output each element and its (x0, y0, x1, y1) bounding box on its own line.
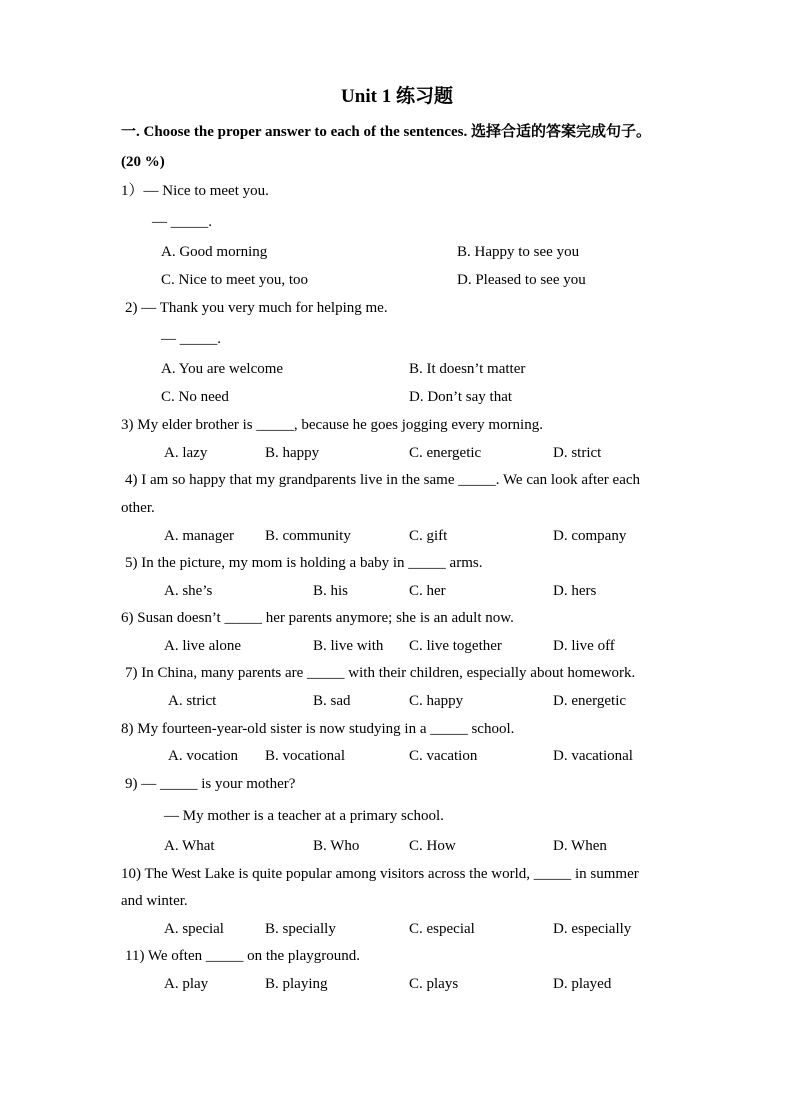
question-8-option-c: C. vacation (409, 748, 478, 764)
question-9-reply: — My mother is a teacher at a primary school. (164, 808, 444, 824)
question-10-stem-continued: and winter. (121, 893, 188, 909)
question-3-option-d: D. strict (553, 445, 602, 461)
question-9-option-d: D. When (553, 838, 607, 854)
question-4-option-a: A. manager (164, 528, 234, 544)
question-9-option-b: B. Who (313, 838, 360, 854)
question-1-option-d: D. Pleased to see you (457, 272, 586, 288)
question-1-option-c: C. Nice to meet you, too (161, 272, 309, 288)
question-4-option-d: D. company (553, 528, 627, 544)
question-2-option-c: C. No need (161, 389, 229, 405)
question-9-option-c: C. How (409, 838, 456, 854)
question-11-option-a: A. play (164, 976, 209, 992)
question-1-option-b: B. Happy to see you (457, 244, 580, 260)
question-10-option-c: C. especial (409, 921, 475, 937)
question-7-stem: 7) In China, many parents are _____ with their children, especially about homework. (125, 665, 636, 681)
page-title: Unit 1 练习题 (341, 86, 453, 107)
question-10-stem: 10) The West Lake is quite popular among visitors across the world, _____ in summer (121, 866, 639, 882)
question-9-stem: 9) — _____ is your mother? (125, 776, 296, 792)
section-points: (20 %) (121, 154, 165, 170)
question-5-option-c: C. her (409, 583, 446, 599)
question-1-stem: 1）— Nice to meet you. (121, 183, 269, 199)
question-8-stem: 8) My fourteen-year-old sister is now studying in a _____ school. (121, 721, 515, 737)
question-7-option-d: D. energetic (553, 693, 627, 709)
question-11-stem: 11) We often _____ on the playground. (125, 948, 360, 964)
question-11-option-b: B. playing (265, 976, 328, 992)
question-2-reply: — _____. (161, 331, 221, 347)
question-3-stem: 3) My elder brother is _____, because he goes jogging every morning. (121, 417, 543, 433)
question-5-option-d: D. hers (553, 583, 597, 599)
question-2-option-b: B. It doesn’t matter (409, 361, 526, 377)
question-11-option-c: C. plays (409, 976, 459, 992)
question-9-option-a: A. What (164, 838, 215, 854)
question-6-option-c: C. live together (409, 638, 502, 654)
question-3-option-a: A. lazy (164, 445, 208, 461)
question-2-stem: 2) — Thank you very much for helping me. (125, 300, 388, 316)
question-4-stem-continued: other. (121, 500, 155, 516)
question-7-option-c: C. happy (409, 693, 464, 709)
question-10-option-d: D. especially (553, 921, 632, 937)
question-8-option-d: D. vacational (553, 748, 633, 764)
question-3-option-b: B. happy (265, 445, 320, 461)
question-1-option-a: A. Good morning (161, 244, 268, 260)
question-4-option-c: C. gift (409, 528, 448, 544)
question-6-option-a: A. live alone (164, 638, 242, 654)
question-6-option-b: B. live with (313, 638, 384, 654)
question-4-option-b: B. community (265, 528, 351, 544)
question-8-option-a: A. vocation (168, 748, 238, 764)
question-11-option-d: D. played (553, 976, 612, 992)
question-6-option-d: D. live off (553, 638, 615, 654)
question-8-option-b: B. vocational (265, 748, 345, 764)
question-5-option-a: A. she’s (164, 583, 213, 599)
question-1-reply: — _____. (152, 214, 212, 230)
question-2-option-d: D. Don’t say that (409, 389, 513, 405)
question-7-option-a: A. strict (168, 693, 217, 709)
section-heading: 一. Choose the proper answer to each of the sentences. 选择合适的答案完成句子。 (121, 124, 651, 140)
question-3-option-c: C. energetic (409, 445, 482, 461)
question-4-stem: 4) I am so happy that my grandparents live in the same _____. We can look after each (125, 472, 641, 488)
question-6-stem: 6) Susan doesn’t _____ her parents anymore; she is an adult now. (121, 610, 514, 626)
question-10-option-b: B. specially (265, 921, 336, 937)
question-7-option-b: B. sad (313, 693, 351, 709)
question-5-option-b: B. his (313, 583, 349, 599)
question-2-option-a: A. You are welcome (161, 361, 284, 377)
question-5-stem: 5) In the picture, my mom is holding a baby in _____ arms. (125, 555, 483, 571)
question-10-option-a: A. special (164, 921, 224, 937)
